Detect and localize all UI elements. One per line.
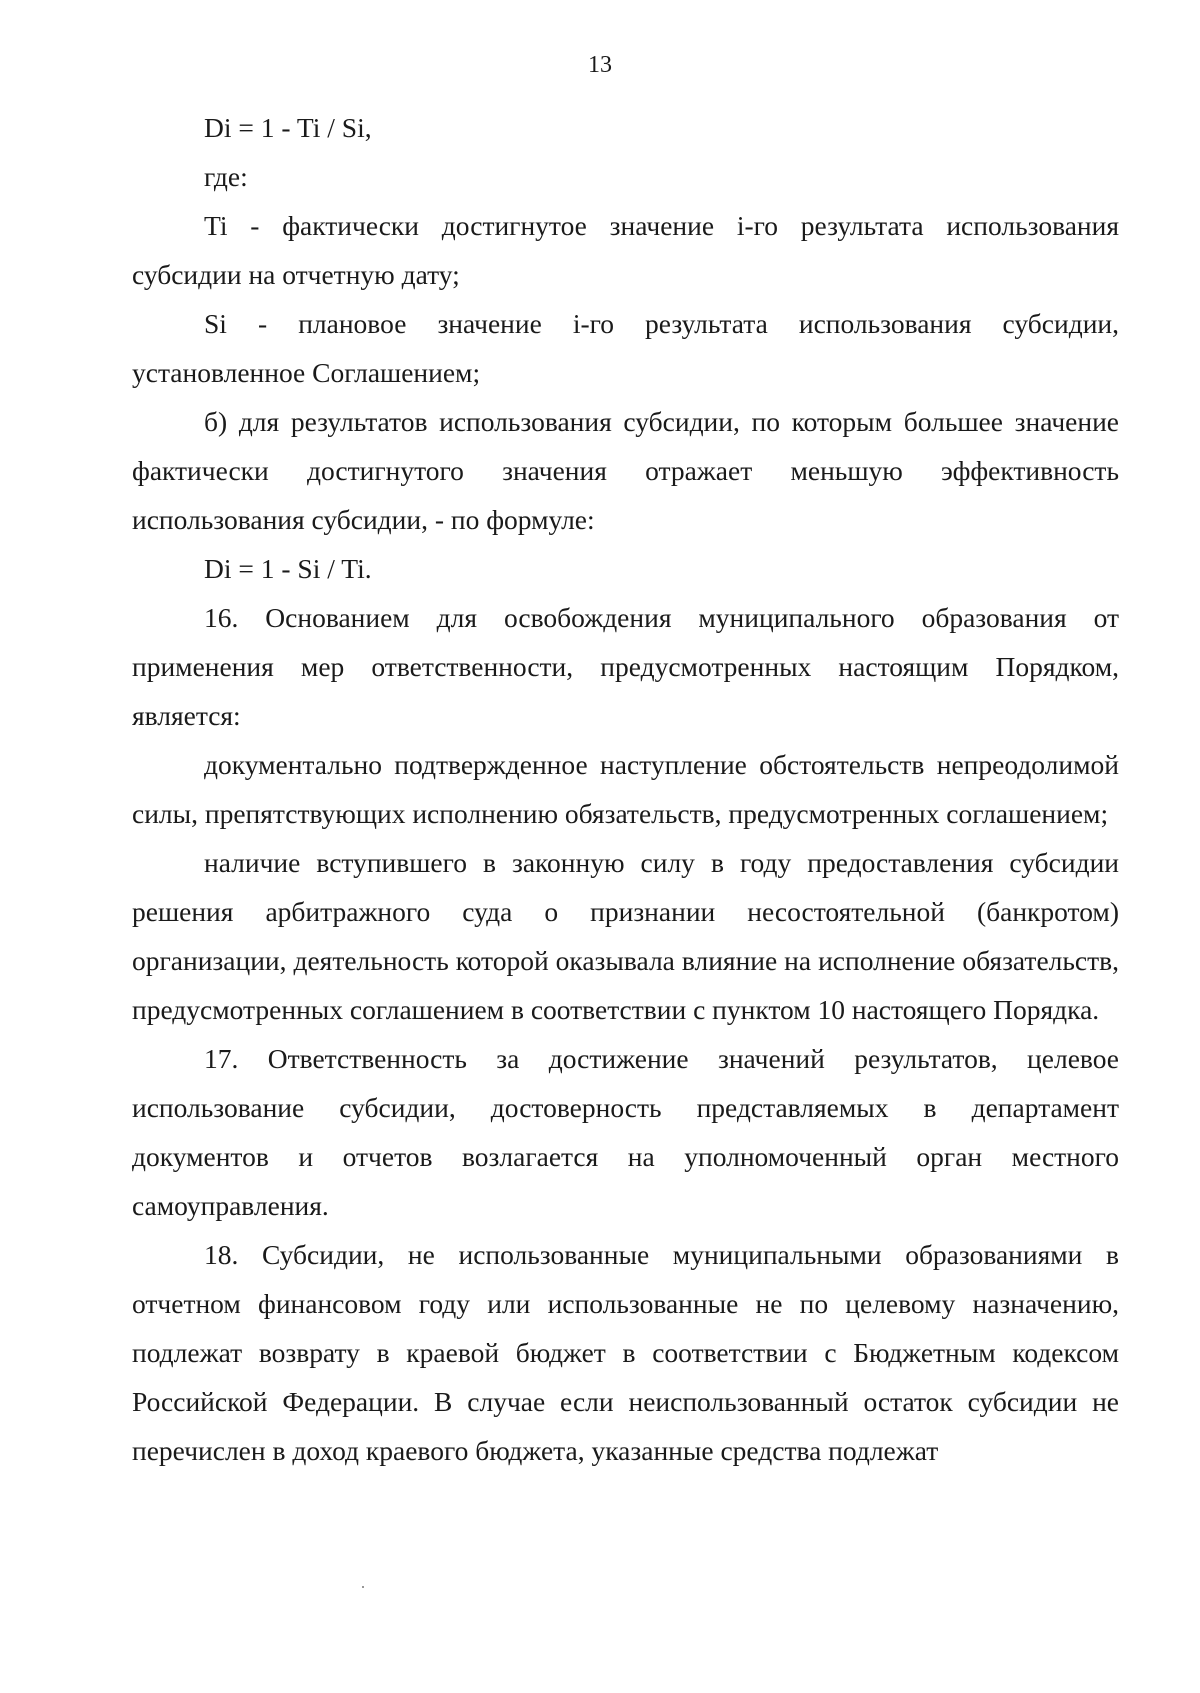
where-label: где: (204, 161, 248, 192)
section-17: 17. Ответственность за достижение значений результатов, целевое использование субсидии, достоверность представляемых в департамент документов и отчетов возлагается на уполномоченный орган местного самоуправления. (132, 1043, 1119, 1221)
page-number: 13 (588, 52, 612, 78)
section-16-item-bankruptcy: наличие вступившего в законную силу в году предоставления субсидии решения арбитражного суда о признании несостоятельной (банкротом) организации, деятельность которой оказывала влияние на исполнение обязательств, предусмотренных соглашением в соответствии с пунктом 10 настоящего Порядка. (132, 847, 1119, 1025)
section-16: 16. Основанием для освобождения муниципального образования от применения мер ответственности, предусмотренных настоящим Порядком, является: (132, 602, 1119, 731)
clause-b: б) для результатов использования субсидии, по которым большее значение фактически достигнутого значения отражает меньшую эффективность использования субсидии, - по формуле: (132, 406, 1119, 535)
section-16-item-force-majeure: документально подтвержденное наступление обстоятельств непреодолимой силы, препятствующих исполнению обязательств, предусмотренных соглашением; (132, 749, 1119, 829)
document-body (132, 103, 1119, 1475)
section-18: 18. Субсидии, не использованные муниципальными образованиями в отчетном финансовом году или использованные не по целевому назначению, подлежат возврату в краевой бюджет в соответствии с Бюджетным кодексом Российской Федерации. В случае если неиспользованный остаток субсидии не перечислен в доход краевого бюджета, указанные средства подлежат (132, 1239, 1119, 1466)
scan-speck (362, 1586, 364, 1588)
definition-ti: Ti - фактически достигнутое значение i-го результата использования субсидии на отчетную дату; (132, 210, 1119, 290)
formula-direct: Di = 1 - Ti / Si, (204, 112, 372, 143)
formula-inverse: Di = 1 - Si / Ti. (204, 553, 372, 584)
definition-si: Si - плановое значение i-го результата использования субсидии, установленное Соглашением; (132, 308, 1119, 388)
